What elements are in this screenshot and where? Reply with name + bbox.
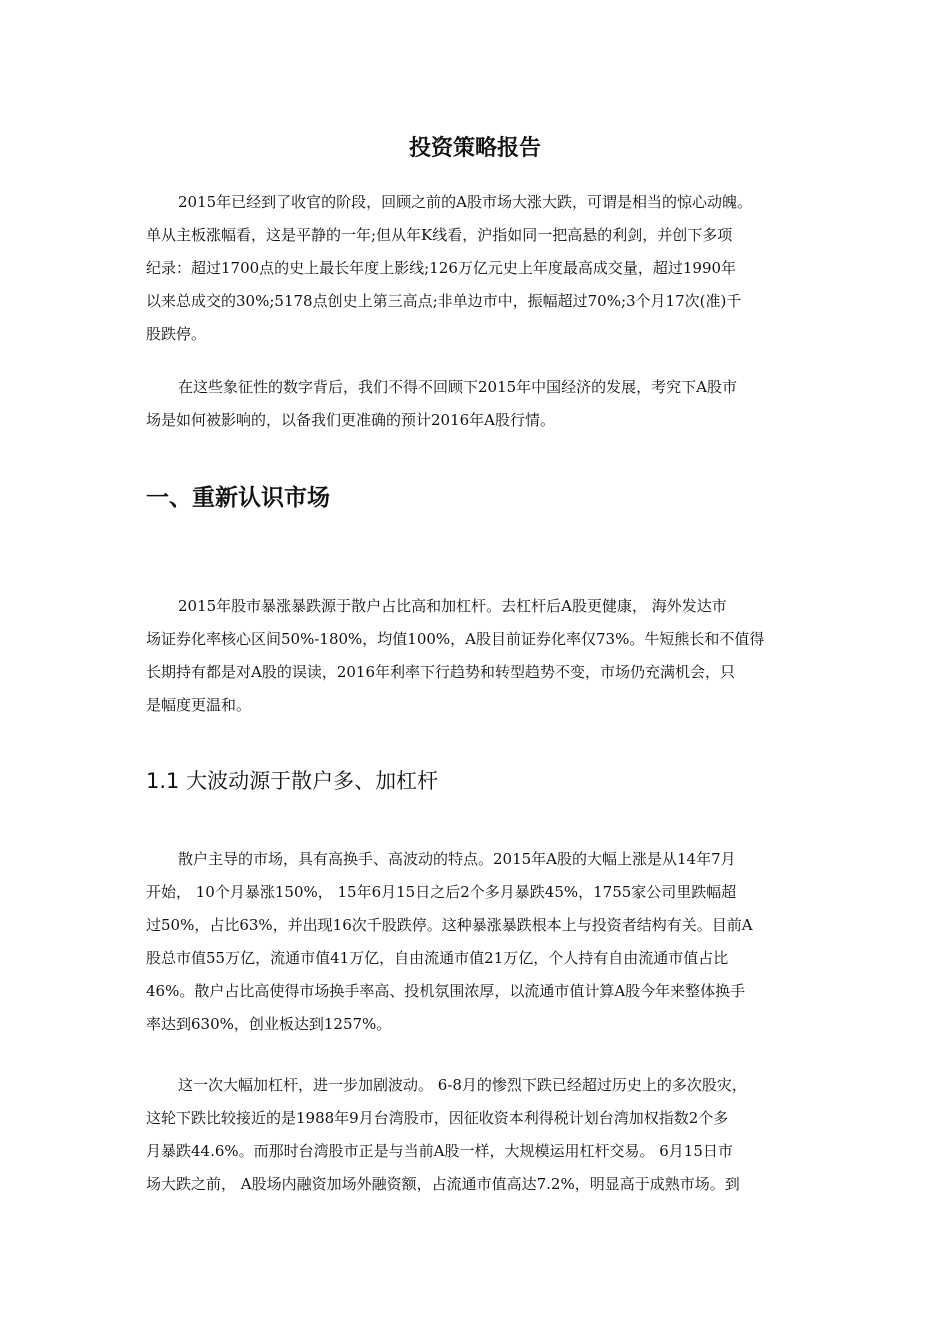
text-line: 2015年已经到了收官的阶段，回顾之前的A股市场大涨大跌，可谓是相当的惊心动魄。 [178,193,753,211]
section1-1-paragraph-1 [146,843,814,1041]
text-line: 散户主导的市场，具有高换手、高波动的特点。2015年A股的大幅上涨是从14年7月 [178,850,736,868]
section-heading-1: 一、重新认识市场 [146,485,330,511]
text-line: 以来总成交的30%;5178点创史上第三高点;非单边市中，振幅超过70%;3个月17次(准)千 [146,292,742,310]
text-line: 股跌停。 [146,325,207,343]
text-line: 月暴跌44.6%。而那时台湾股市正是与当前A股一样，大规模运用杠杆交易。 6月15日市 [146,1142,733,1160]
text-line: 这轮下跌比较接近的是1988年9月台湾股市，因征收资本利得税计划台湾加权指数2个多 [146,1109,729,1127]
text-line: 46%。散户占比高使得市场换手率高、投机氛围浓厚，以流通市值计算A股今年来整体换手 [146,982,746,1000]
text-line: 这一次大幅加杠杆，进一步加剧波动。 6-8月的惨烈下跌已经超过历史上的多次股灾， [178,1076,747,1094]
text-line: 场大跌之前， A股场内融资加场外融资额，占流通市值高达7.2%，明显高于成熟市场。到 [146,1175,740,1193]
text-line: 开始， 10个月暴涨150%， 15年6月15日之后2个多月暴跌45%，1755家公司里跌幅超 [146,883,737,901]
document-title: 投资策略报告 [408,136,541,161]
text-line: 率达到630%，创业板达到1257%。 [146,1015,392,1033]
text-line: 单从主板涨幅看，这是平静的一年;但从年K线看，沪指如同一把高悬的利剑，并创下多项 [146,226,733,244]
text-line: 过50%，占比63%，并出现16次千股跌停。这种暴涨暴跌根本上与投资者结构有关。目前A [146,916,753,934]
text-line: 股总市值55万亿，流通市值41万亿，自由流通市值21万亿，个人持有自由流通市值占比 [146,949,729,967]
text-line: 纪录：超过1700点的史上最长年度上影线;126万亿元史上年度最高成交量，超过1990年 [146,259,737,277]
section1-paragraph-1 [146,590,814,722]
intro-paragraph-2 [146,371,814,437]
text-line: 场证券化率核心区间50%-180%，均值100%，A股目前证券化率仅73%。牛短熊长和不值得 [146,630,765,648]
text-line: 长期持有都是对A股的误读，2016年利率下行趋势和转型趋势不变，市场仍充满机会，只 [146,663,736,681]
text-line: 2015年股市暴涨暴跌源于散户占比高和加杠杆。去杠杆后A股更健康， 海外发达市 [178,597,727,615]
intro-paragraph-1 [146,186,814,351]
section-heading-1-1: 1.1 大波动源于散户多、加杠杆 [146,769,439,793]
text-line: 场是如何被影响的，以备我们更准确的预计2016年A股行情。 [146,411,556,429]
section1-1-paragraph-2 [146,1069,814,1201]
text-line: 是幅度更温和。 [146,696,252,714]
text-line: 在这些象征性的数字背后，我们不得不回顾下2015年中国经济的发展，考究下A股市 [178,378,738,396]
